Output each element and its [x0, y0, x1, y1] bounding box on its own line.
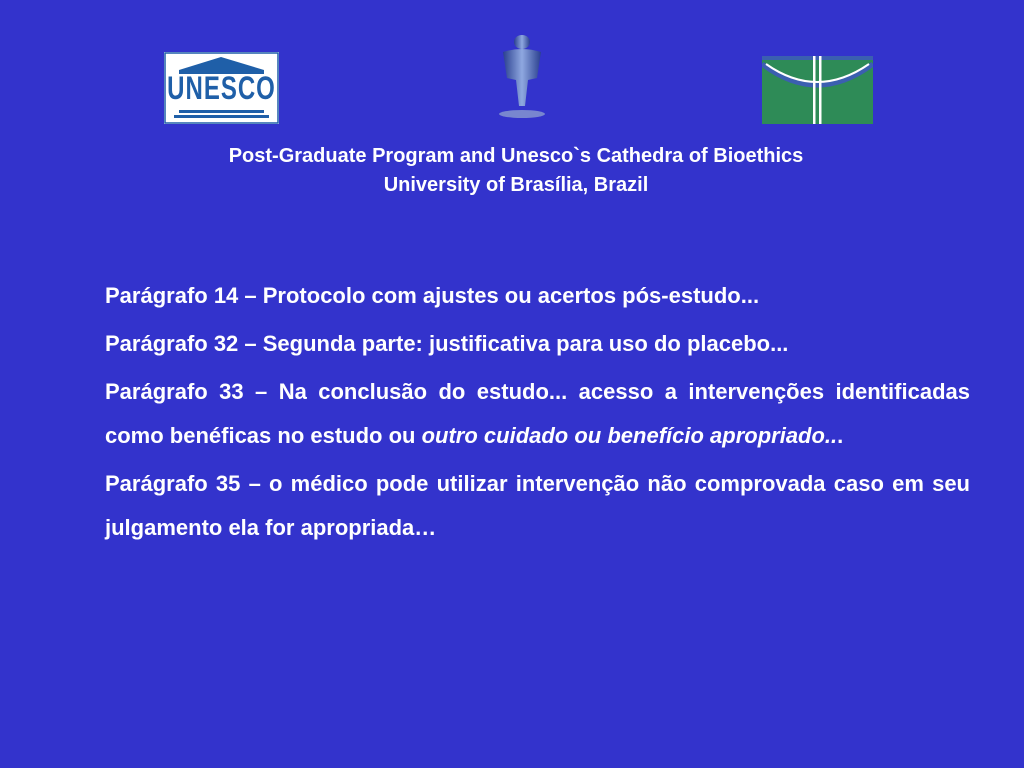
header-line-university: University of Brasília, Brazil — [383, 174, 649, 196]
paragraph-33-text: Parágrafo 33 – Na conclusão do estudo... acesso a intervenções identificadas como benéficas no estudo ou — [105, 379, 970, 448]
slide-header — [0, 142, 1024, 200]
paragraph-33-italic: outro cuidado ou benefício apropriado.. — [421, 423, 838, 448]
unb-emblem-icon — [762, 56, 873, 124]
paragraph-14: Parágrafo 14 – Protocolo com ajustes ou acertos pós-estudo... — [105, 283, 760, 308]
paragraph-32: Parágrafo 32 – Segunda parte: justificativa para uso do placebo... — [105, 331, 789, 356]
unesco-temple-icon — [164, 52, 279, 124]
slide-body — [105, 274, 970, 554]
svg-text:UNESCO: UNESCO — [167, 70, 276, 108]
unesco-logo — [164, 52, 279, 124]
bioethics-figure-logo — [497, 34, 547, 120]
unb-logo — [762, 56, 873, 124]
person-icon — [497, 34, 547, 120]
paragraph-35: Parágrafo 35 – o médico pode utilizar intervenção não comprovada caso em seu julgamento ela for apropriada… — [105, 471, 970, 540]
paragraph-33-tail: . — [837, 423, 844, 448]
header-line-program: Post-Graduate Program and Unesco`s Cathedra of Bioethics — [228, 145, 804, 167]
paragraph-33 — [105, 370, 970, 458]
